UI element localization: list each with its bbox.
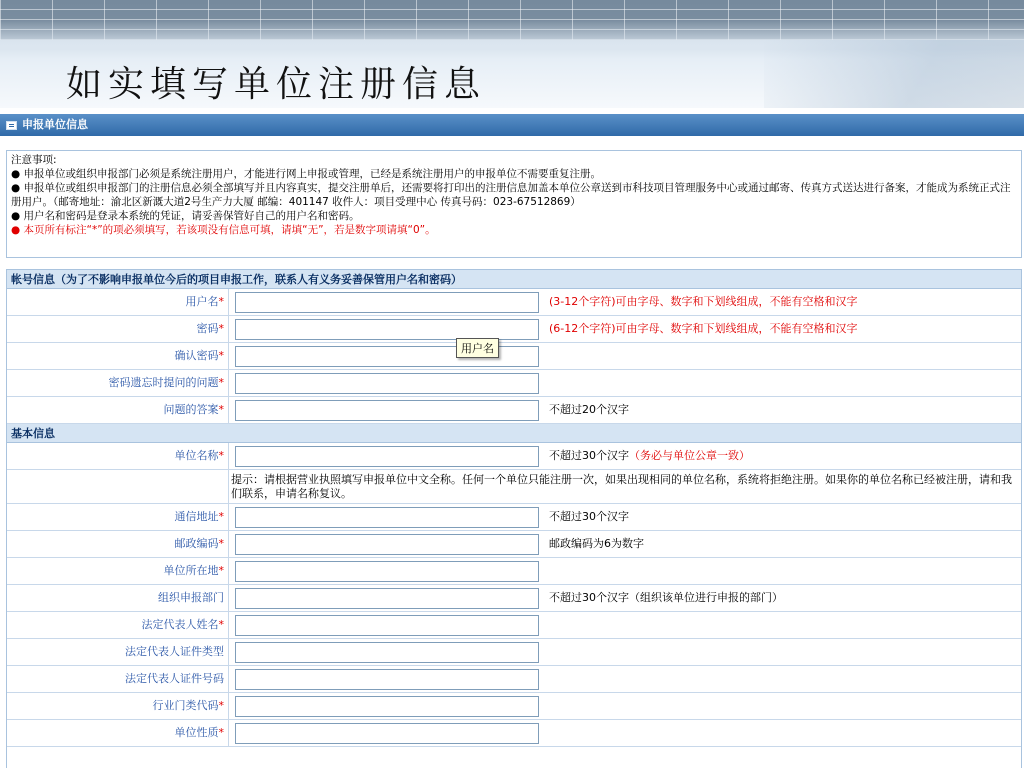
page-title: 如实填写单位注册信息 bbox=[66, 64, 487, 105]
security-question-input[interactable] bbox=[235, 373, 539, 394]
field-label: 组织申报部门 bbox=[7, 585, 229, 611]
field-label: 密码遗忘时提问的问题* bbox=[7, 370, 229, 396]
field-hint: 邮政编码为6为数字 bbox=[549, 537, 644, 550]
field-label: 行业门类代码* bbox=[7, 693, 229, 719]
field-label: 问题的答案* bbox=[7, 397, 229, 423]
form-row-password bbox=[7, 316, 1021, 343]
field-hint: 不超过30个汉字（组织该单位进行申报的部门） bbox=[549, 591, 783, 604]
notice-box bbox=[6, 150, 1022, 258]
field-label: 单位所在地* bbox=[7, 558, 229, 584]
username-tooltip: 用户名 bbox=[456, 338, 499, 358]
field-label: 用户名* bbox=[7, 289, 229, 315]
notice-item: ● 申报单位或组织申报部门的注册信息必须全部填写并且内容真实，提交注册单后，还需要将打印出的注册信息加盖本单位公章送到市科技项目管理服务中心或通过邮寄、传真方式送达进行备案，才能成为系统正式注册用户。（邮寄地址：渝北区新溉大道2号生产力大厦 邮编：401147 收件人：项目受理中心 传真号码：023-67512869） bbox=[11, 182, 1011, 208]
password-input[interactable] bbox=[235, 319, 539, 340]
form-row-confirm-password bbox=[7, 343, 1021, 370]
form-row-location bbox=[7, 558, 1021, 585]
field-label: 密码* bbox=[7, 316, 229, 342]
postcode-input[interactable] bbox=[235, 534, 539, 555]
field-label: 单位名称* bbox=[7, 443, 229, 469]
header-banner bbox=[0, 0, 1024, 108]
username-input[interactable] bbox=[235, 292, 539, 313]
form-row-id-type bbox=[7, 639, 1021, 666]
form-row-tip bbox=[7, 470, 1021, 504]
location-input[interactable] bbox=[235, 561, 539, 582]
banner-decoration bbox=[764, 40, 1024, 108]
section-title: 申报单位信息 bbox=[22, 118, 88, 131]
field-hint: (3-12个字符)可由字母、数字和下划线组成，不能有空格和汉字 bbox=[549, 295, 858, 308]
field-label: 单位性质* bbox=[7, 720, 229, 746]
form-row-legal-rep-name bbox=[7, 612, 1021, 639]
section-bar bbox=[0, 114, 1024, 136]
field-label: 法定代表人姓名* bbox=[7, 612, 229, 638]
field-label: 通信地址* bbox=[7, 504, 229, 530]
form-row-department bbox=[7, 585, 1021, 612]
field-label bbox=[7, 470, 229, 503]
form-row-address bbox=[7, 504, 1021, 531]
notice-item: ● 用户名和密码是登录本系统的凭证，请妥善保管好自己的用户名和密码。 bbox=[11, 210, 360, 222]
unit-nature-input[interactable] bbox=[235, 723, 539, 744]
field-hint: 不超过20个汉字 bbox=[549, 403, 629, 416]
unit-name-input[interactable] bbox=[235, 446, 539, 467]
notice-warning: ● 本页所有标注“*”的项必须填写，若该项没有信息可填，请填“无”，若是数字项请填“0”。 bbox=[11, 224, 436, 236]
field-hint: (6-12个字符)可由字母、数字和下划线组成，不能有空格和汉字 bbox=[549, 322, 858, 335]
form-row-unit-nature bbox=[7, 720, 1021, 747]
form-row-postcode bbox=[7, 531, 1021, 558]
form-row-unit-name bbox=[7, 443, 1021, 470]
form-row-security-answer bbox=[7, 397, 1021, 424]
form-row-security-question bbox=[7, 370, 1021, 397]
registration-form bbox=[6, 269, 1022, 768]
form-row-industry-code bbox=[7, 693, 1021, 720]
industry-code-input[interactable] bbox=[235, 696, 539, 717]
form-row-username bbox=[7, 289, 1021, 316]
unit-name-tip: 提示：请根据营业执照填写申报单位中文全称。任何一个单位只能注册一次，如果出现相同的单位名称，系统将拒绝注册。如果你的单位名称已经被注册，请和我们联系，申请名称复议。 bbox=[231, 473, 1012, 500]
notice-item: ● 申报单位或组织申报部门必须是系统注册用户，才能进行网上申报或管理，已经是系统注册用户的申报单位不需要重复注册。 bbox=[11, 168, 601, 180]
basic-group-heading: 基本信息 bbox=[7, 424, 1021, 443]
form-icon bbox=[6, 121, 17, 130]
address-input[interactable] bbox=[235, 507, 539, 528]
field-label: 法定代表人证件号码 bbox=[7, 666, 229, 692]
legal-rep-name-input[interactable] bbox=[235, 615, 539, 636]
field-hint: 不超过30个汉字（务必与单位公章一致） bbox=[549, 449, 750, 462]
field-label: 邮政编码* bbox=[7, 531, 229, 557]
form-row-id-number bbox=[7, 666, 1021, 693]
department-input[interactable] bbox=[235, 588, 539, 609]
id-type-input[interactable] bbox=[235, 642, 539, 663]
field-hint: 不超过30个汉字 bbox=[549, 510, 629, 523]
id-number-input[interactable] bbox=[235, 669, 539, 690]
field-label: 确认密码* bbox=[7, 343, 229, 369]
notice-heading: 注意事项: bbox=[11, 154, 57, 166]
account-group-heading: 帐号信息（为了不影响申报单位今后的项目申报工作，联系人有义务妥善保管用户名和密码） bbox=[7, 270, 1021, 289]
security-answer-input[interactable] bbox=[235, 400, 539, 421]
field-label: 法定代表人证件类型 bbox=[7, 639, 229, 665]
